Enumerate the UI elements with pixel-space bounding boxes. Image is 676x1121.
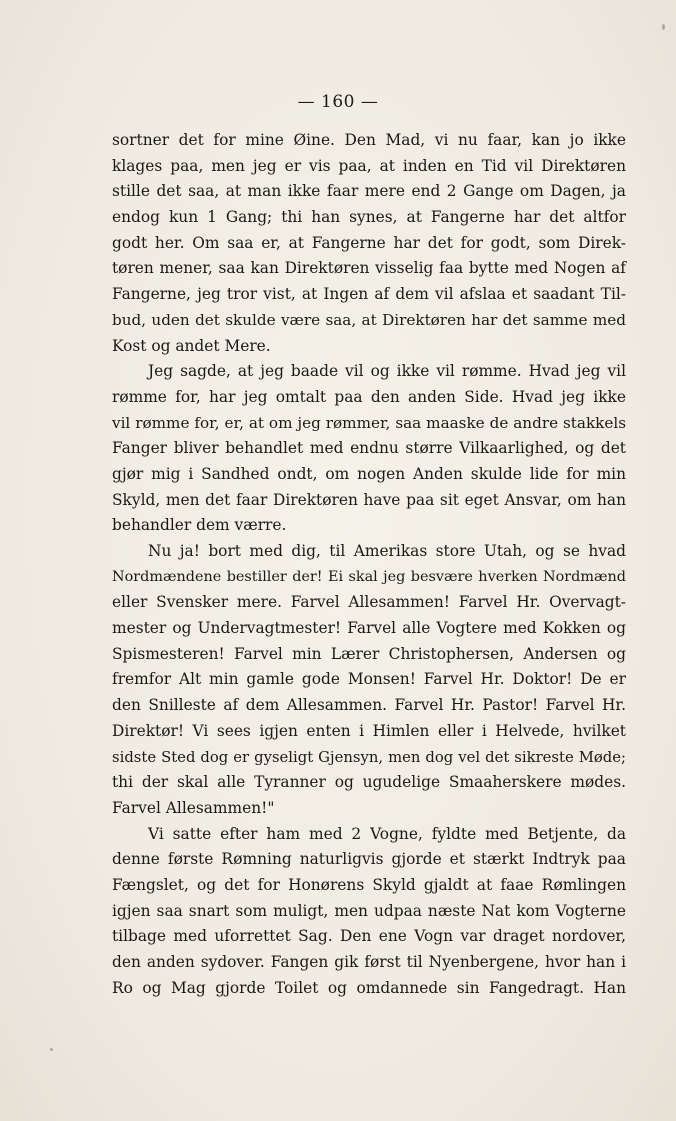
text-line: Fanger bliver behandlet med endnu større Vilkaarlighed, og det [112, 439, 626, 458]
paragraph [112, 128, 626, 359]
text-line: mester og Undervagtmester! Farvel alle Vogtere med Kokken og [112, 619, 626, 638]
text-line: thi der skal alle Tyranner og ugudelige Smaaherskere mødes. [112, 773, 626, 792]
text-line: behandler dem værre. [112, 516, 287, 535]
text-line: fremfor Alt min gamle gode Monsen! Farvel Hr. Doktor! De er [112, 670, 626, 689]
text-line: igjen saa snart som muligt, men udpaa næste Nat kom Vogterne [112, 901, 626, 920]
text-line: Jeg sagde, at jeg baade vil og ikke vil rømme. Hvad jeg vil [148, 362, 626, 381]
text-line: Direktør! Vi sees igjen enten i Himlen eller i Helvede, hvilket [112, 721, 626, 740]
text-line: den anden sydover. Fangen gik først til Nyenbergene, hvor han i [112, 953, 626, 971]
text-line: vil rømme for, er, at om jeg rømmer, saa maaske de andre stakkels [112, 413, 626, 432]
text-line: godt her. Om saa er, at Fangerne har det for godt, som Direk- [112, 233, 626, 252]
text-line: gjør mig i Sandhed ondt, om nogen Anden skulde lide for min [112, 464, 626, 483]
text-line: Fængslet, og det for Honørens Skyld gjaldt at faae Rømlingen [112, 875, 626, 894]
text-line: Spismesteren! Farvel min Lærer Christophersen, Andersen og [112, 644, 626, 663]
text-line: Nordmændene bestiller der! Ei skal jeg besvære hverken Nordmænd [112, 568, 626, 585]
page-number: — 160 — [297, 92, 379, 112]
paragraph [112, 822, 626, 1002]
text-line: Fangerne, jeg tror vist, at Ingen af dem vil afslaa et saadant Til- [112, 285, 626, 304]
text-line: bud, uden det skulde være saa, at Direktøren har det samme med [112, 310, 626, 329]
text-line: sortner det for mine Øine. Den Mad, vi nu faar, kan jo ikke [112, 131, 626, 149]
text-line: klages paa, men jeg er vis paa, at inden en Tid vil Direktøren [112, 156, 626, 175]
paper-speck [662, 24, 665, 30]
text-line: rømme for, har jeg omtalt paa den anden Side. Hvad jeg ikke [112, 387, 626, 406]
text-line: Ro og Mag gjorde Toilet og omdannede sin Fangedragt. Han [112, 978, 626, 997]
text-line: den Snilleste af dem Allesammen. Farvel Hr. Pastor! Farvel Hr. [112, 696, 626, 715]
text-line: Farvel Allesammen!" [112, 798, 275, 817]
text-line: eller Svensker mere. Farvel Allesammen! Farvel Hr. Overvagt- [112, 593, 626, 612]
body-text [112, 128, 626, 1001]
text-line: Nu ja! bort med dig, til Amerikas store Utah, og se hvad [148, 542, 626, 560]
text-line: denne første Rømning naturligvis gjorde et stærkt Indtryk paa [112, 850, 626, 869]
text-line: tilbage med uforrettet Sag. Den ene Vogn var draget nordover, [112, 927, 626, 946]
text-line: Skyld, men det faar Direktøren have paa sit eget Ansvar, om han [112, 490, 626, 509]
text-line: endog kun 1 Gang; thi han synes, at Fangerne har det altfor [112, 208, 626, 227]
text-line: stille det saa, at man ikke faar mere end 2 Gange om Dagen, ja [112, 182, 626, 201]
text-line: sidste Sted dog er gyseligt Gjensyn, men dog vel det sikreste Møde; [112, 748, 626, 766]
text-line: tøren mener, saa kan Direktøren visselig faa bytte med Nogen af [112, 259, 626, 278]
paragraph [112, 539, 626, 822]
paper-speck [50, 1048, 53, 1051]
text-line: Vi satte efter ham med 2 Vogne, fyldte med Betjente, da [148, 824, 626, 843]
paragraph [112, 359, 626, 539]
text-line: Kost og andet Mere. [112, 336, 271, 355]
